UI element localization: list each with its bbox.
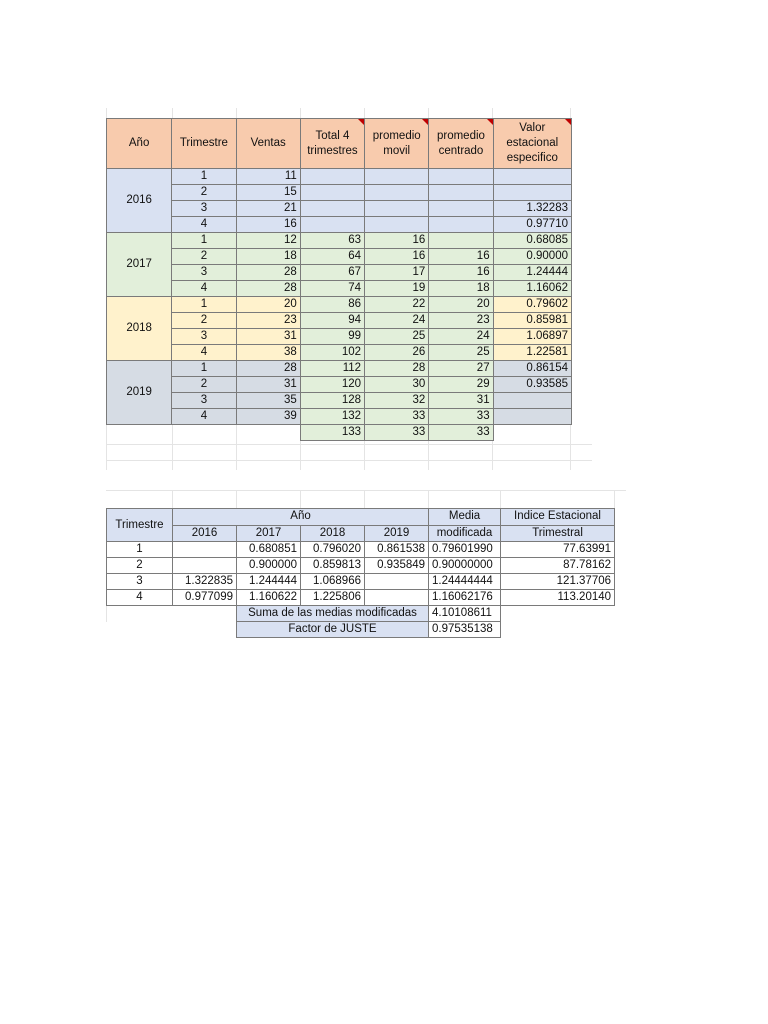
trimestre-cell: 1 bbox=[172, 297, 236, 313]
year-value-cell: 1.225806 bbox=[301, 590, 365, 606]
centrado-cell: 18 bbox=[429, 281, 493, 297]
trimestre-cell: 4 bbox=[172, 345, 236, 361]
header-row-1 bbox=[107, 509, 615, 526]
movil-cell: 25 bbox=[365, 329, 429, 345]
valor-estacional-cell: 0.93585 bbox=[493, 377, 571, 393]
valor-estacional-cell: 1.22581 bbox=[493, 345, 571, 361]
ventas-cell: 20 bbox=[236, 297, 300, 313]
valor-estacional-cell: 0.85981 bbox=[493, 313, 571, 329]
ventas-cell: 18 bbox=[236, 249, 300, 265]
moving-average-table bbox=[106, 118, 572, 441]
valor-estacional-cell: 1.32283 bbox=[493, 201, 571, 217]
year-cell: 2017 bbox=[107, 233, 172, 297]
valor-estacional-cell: 1.16062 bbox=[493, 281, 571, 297]
header-promedio-centrado: promedio centrado bbox=[429, 119, 493, 169]
table-row bbox=[107, 329, 572, 345]
centrado-cell: 16 bbox=[429, 265, 493, 281]
index-body bbox=[107, 542, 615, 606]
movil-cell: 30 bbox=[365, 377, 429, 393]
trimestre-cell: 4 bbox=[107, 590, 173, 606]
table-row bbox=[107, 345, 572, 361]
ventas-cell: 12 bbox=[236, 233, 300, 249]
trimestre-cell: 4 bbox=[172, 217, 236, 233]
table-row bbox=[107, 201, 572, 217]
centrado-cell: 20 bbox=[429, 297, 493, 313]
total-cell: 99 bbox=[300, 329, 364, 345]
movil-cell bbox=[365, 169, 429, 185]
suma-label: Suma de las medias modificadas bbox=[237, 606, 429, 622]
media-cell: 1.24444444 bbox=[429, 574, 501, 590]
trimestre-cell: 2 bbox=[172, 313, 236, 329]
total-cell: 86 bbox=[300, 297, 364, 313]
suma-value: 4.10108611 bbox=[429, 606, 501, 622]
trimestre-cell: 4 bbox=[172, 281, 236, 297]
indice-cell: 77.63991 bbox=[501, 542, 615, 558]
valor-estacional-cell: 0.97710 bbox=[493, 217, 571, 233]
trimestre-cell: 3 bbox=[172, 329, 236, 345]
centrado-cell: 25 bbox=[429, 345, 493, 361]
movil-cell: 17 bbox=[365, 265, 429, 281]
centrado-cell bbox=[429, 185, 493, 201]
movil-cell: 24 bbox=[365, 313, 429, 329]
ventas-cell: 28 bbox=[236, 361, 300, 377]
trimestre-cell: 4 bbox=[172, 409, 236, 425]
indice-cell: 113.20140 bbox=[501, 590, 615, 606]
table-row bbox=[107, 393, 572, 409]
table-row bbox=[107, 313, 572, 329]
ventas-cell: 28 bbox=[236, 281, 300, 297]
trimestre-cell: 3 bbox=[107, 574, 173, 590]
indice-cell: 121.37706 bbox=[501, 574, 615, 590]
year-value-cell: 1.244444 bbox=[237, 574, 301, 590]
ventas-cell: 38 bbox=[236, 345, 300, 361]
valor-estacional-cell: 1.24444 bbox=[493, 265, 571, 281]
ventas-cell: 35 bbox=[236, 393, 300, 409]
centrado-cell bbox=[429, 169, 493, 185]
extra-row bbox=[107, 425, 572, 441]
header-year-2017: 2017 bbox=[237, 525, 301, 542]
index-row bbox=[107, 542, 615, 558]
media-cell: 0.79601990 bbox=[429, 542, 501, 558]
header-row-2 bbox=[107, 525, 615, 542]
year-value-cell: 1.160622 bbox=[237, 590, 301, 606]
extra-movil: 33 bbox=[365, 425, 429, 441]
year-value-cell bbox=[173, 558, 237, 574]
centrado-cell: 31 bbox=[429, 393, 493, 409]
ventas-cell: 15 bbox=[236, 185, 300, 201]
year-value-cell: 0.935849 bbox=[365, 558, 429, 574]
header-ventas: Ventas bbox=[236, 119, 300, 169]
ventas-cell: 28 bbox=[236, 265, 300, 281]
header-ano: Año bbox=[173, 509, 429, 526]
movil-cell: 22 bbox=[365, 297, 429, 313]
movil-cell bbox=[365, 217, 429, 233]
total-cell: 112 bbox=[300, 361, 364, 377]
total-cell: 132 bbox=[300, 409, 364, 425]
total-cell: 94 bbox=[300, 313, 364, 329]
centrado-cell: 33 bbox=[429, 409, 493, 425]
total-cell: 63 bbox=[300, 233, 364, 249]
centrado-cell: 16 bbox=[429, 249, 493, 265]
header-media: Media bbox=[429, 509, 501, 526]
valor-estacional-cell bbox=[493, 185, 571, 201]
movil-cell: 26 bbox=[365, 345, 429, 361]
header-row bbox=[107, 119, 572, 169]
factor-row bbox=[107, 622, 615, 638]
ventas-cell: 39 bbox=[236, 409, 300, 425]
year-value-cell bbox=[365, 590, 429, 606]
header-valor-estacional: Valor estacional especifico bbox=[493, 119, 571, 169]
total-cell: 120 bbox=[300, 377, 364, 393]
year-value-cell: 1.322835 bbox=[173, 574, 237, 590]
total-cell: 102 bbox=[300, 345, 364, 361]
year-cell: 2018 bbox=[107, 297, 172, 361]
total-cell: 64 bbox=[300, 249, 364, 265]
year-value-cell bbox=[365, 574, 429, 590]
valor-estacional-cell: 0.68085 bbox=[493, 233, 571, 249]
header-indice-2: Trimestral bbox=[501, 525, 615, 542]
table-row bbox=[107, 361, 572, 377]
factor-label: Factor de JUSTE bbox=[237, 622, 429, 638]
centrado-cell bbox=[429, 217, 493, 233]
movil-cell: 16 bbox=[365, 233, 429, 249]
trimestre-cell: 2 bbox=[172, 249, 236, 265]
media-cell: 0.90000000 bbox=[429, 558, 501, 574]
ventas-cell: 16 bbox=[236, 217, 300, 233]
trimestre-cell: 3 bbox=[172, 265, 236, 281]
trimestre-cell: 2 bbox=[172, 185, 236, 201]
total-cell: 67 bbox=[300, 265, 364, 281]
index-row bbox=[107, 558, 615, 574]
centrado-cell: 23 bbox=[429, 313, 493, 329]
header-year-2019: 2019 bbox=[365, 525, 429, 542]
year-value-cell: 0.861538 bbox=[365, 542, 429, 558]
header-trimestre: Trimestre bbox=[107, 509, 173, 542]
year-cell: 2019 bbox=[107, 361, 172, 425]
ventas-cell: 21 bbox=[236, 201, 300, 217]
ventas-cell: 23 bbox=[236, 313, 300, 329]
centrado-cell bbox=[429, 233, 493, 249]
table-row bbox=[107, 185, 572, 201]
year-value-cell: 1.068966 bbox=[301, 574, 365, 590]
movil-cell bbox=[365, 185, 429, 201]
total-cell bbox=[300, 201, 364, 217]
seasonal-index-table bbox=[106, 508, 615, 638]
trimestre-cell: 3 bbox=[172, 393, 236, 409]
table-body bbox=[107, 169, 572, 425]
header-media-2: modificada bbox=[429, 525, 501, 542]
centrado-cell: 29 bbox=[429, 377, 493, 393]
total-cell bbox=[300, 169, 364, 185]
trimestre-cell: 1 bbox=[107, 542, 173, 558]
year-cell: 2016 bbox=[107, 169, 172, 233]
year-value-cell bbox=[173, 542, 237, 558]
movil-cell: 33 bbox=[365, 409, 429, 425]
valor-estacional-cell bbox=[493, 393, 571, 409]
indice-cell: 87.78162 bbox=[501, 558, 615, 574]
header-year-2016: 2016 bbox=[173, 525, 237, 542]
valor-estacional-cell: 0.79602 bbox=[493, 297, 571, 313]
header-promedio-movil: promedio movil bbox=[365, 119, 429, 169]
trimestre-cell: 2 bbox=[172, 377, 236, 393]
header-trimestre: Trimestre bbox=[172, 119, 236, 169]
header-indice: Indice Estacional bbox=[501, 509, 615, 526]
valor-estacional-cell bbox=[493, 409, 571, 425]
movil-cell: 19 bbox=[365, 281, 429, 297]
trimestre-cell: 3 bbox=[172, 201, 236, 217]
media-cell: 1.16062176 bbox=[429, 590, 501, 606]
valor-estacional-cell: 1.06897 bbox=[493, 329, 571, 345]
centrado-cell bbox=[429, 201, 493, 217]
trimestre-cell: 1 bbox=[172, 169, 236, 185]
table-row bbox=[107, 377, 572, 393]
header-ano: Año bbox=[107, 119, 172, 169]
year-value-cell: 0.796020 bbox=[301, 542, 365, 558]
year-value-cell: 0.900000 bbox=[237, 558, 301, 574]
factor-value: 0.97535138 bbox=[429, 622, 501, 638]
valor-estacional-cell: 0.86154 bbox=[493, 361, 571, 377]
total-cell: 128 bbox=[300, 393, 364, 409]
table-row bbox=[107, 249, 572, 265]
valor-estacional-cell bbox=[493, 169, 571, 185]
header-total-4: Total 4 trimestres bbox=[300, 119, 364, 169]
centrado-cell: 27 bbox=[429, 361, 493, 377]
index-row bbox=[107, 574, 615, 590]
movil-cell bbox=[365, 201, 429, 217]
movil-cell: 28 bbox=[365, 361, 429, 377]
extra-total: 133 bbox=[300, 425, 364, 441]
extra-centrado: 33 bbox=[429, 425, 493, 441]
centrado-cell: 24 bbox=[429, 329, 493, 345]
table-row bbox=[107, 297, 572, 313]
table-row bbox=[107, 281, 572, 297]
year-value-cell: 0.680851 bbox=[237, 542, 301, 558]
table-row bbox=[107, 217, 572, 233]
header-year-2018: 2018 bbox=[301, 525, 365, 542]
index-row bbox=[107, 590, 615, 606]
valor-estacional-cell: 0.90000 bbox=[493, 249, 571, 265]
total-cell: 74 bbox=[300, 281, 364, 297]
table-row bbox=[107, 233, 572, 249]
table-row bbox=[107, 169, 572, 185]
table-row bbox=[107, 265, 572, 281]
suma-row bbox=[107, 606, 615, 622]
trimestre-cell: 1 bbox=[172, 361, 236, 377]
ventas-cell: 31 bbox=[236, 329, 300, 345]
movil-cell: 16 bbox=[365, 249, 429, 265]
trimestre-cell: 2 bbox=[107, 558, 173, 574]
year-value-cell: 0.859813 bbox=[301, 558, 365, 574]
ventas-cell: 11 bbox=[236, 169, 300, 185]
total-cell bbox=[300, 217, 364, 233]
ventas-cell: 31 bbox=[236, 377, 300, 393]
movil-cell: 32 bbox=[365, 393, 429, 409]
table-row bbox=[107, 409, 572, 425]
year-value-cell: 0.977099 bbox=[173, 590, 237, 606]
total-cell bbox=[300, 185, 364, 201]
trimestre-cell: 1 bbox=[172, 233, 236, 249]
